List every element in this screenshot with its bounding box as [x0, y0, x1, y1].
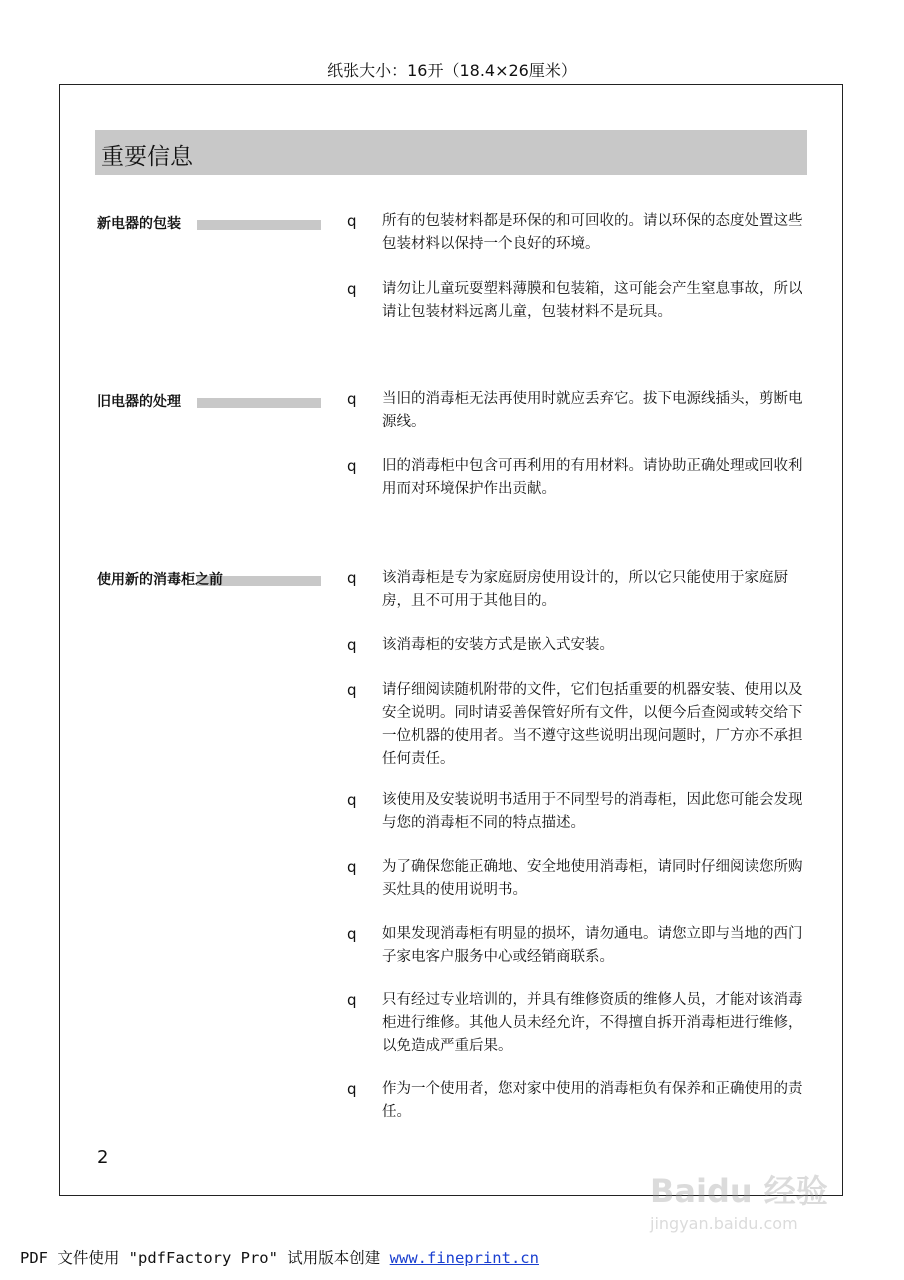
footer-text: PDF 文件使用 "pdfFactory Pro" 试用版本创建 — [20, 1249, 381, 1267]
label-underline-bar — [197, 220, 321, 230]
section-label-text: 新电器的包装 — [97, 216, 181, 232]
list-item: 如果发现消毒柜有明显的损坏，请勿通电。请您立即与当地的西门子家电客户服务中心或经销商联系。 — [382, 926, 803, 965]
footer-link[interactable]: www.fineprint.cn — [389, 1249, 539, 1267]
bullet-icon: q — [347, 991, 357, 1009]
paper-size-note: 纸张大小：16开（18.4×26厘米） — [327, 61, 577, 80]
bullet-icon: q — [347, 636, 357, 654]
watermark-url: jingyan.baidu.com — [650, 1214, 798, 1233]
list-item: 该消毒柜的安装方式是嵌入式安装。 — [382, 637, 614, 653]
list-item: 该消毒柜是专为家庭厨房使用设计的，所以它只能使用于家庭厨房，且不可用于其他目的。 — [382, 570, 788, 609]
baidu-watermark — [640, 1148, 850, 1248]
list-item: 当旧的消毒柜无法再使用时就应丢弃它。拔下电源线插头，剪断电源线。 — [382, 391, 803, 430]
bullet-icon: q — [347, 569, 357, 587]
bullet-icon: q — [347, 925, 357, 943]
bullet-icon: q — [347, 681, 357, 699]
section-label-text: 旧电器的处理 — [97, 394, 181, 410]
section-label-before-use — [97, 572, 323, 586]
list-item: 请勿让儿童玩耍塑料薄膜和包装箱，这可能会产生窒息事故，所以请让包装材料远离儿童，包装材料不是玩具。 — [382, 281, 803, 320]
list-item: 只有经过专业培训的，并具有维修资质的维修人员，才能对该消毒柜进行维修。其他人员未经允许，不得擅自拆开消毒柜进行维修，以免造成严重后果。 — [382, 992, 803, 1054]
list-item: 为了确保您能正确地、安全地使用消毒柜，请同时仔细阅读您所购买灶具的使用说明书。 — [382, 859, 803, 898]
section-label-packaging — [97, 216, 323, 230]
page-number: 2 — [97, 1147, 109, 1168]
bullet-icon: q — [347, 791, 357, 809]
section-title-bar — [95, 130, 807, 175]
bullet-icon: q — [347, 280, 357, 298]
section-label-disposal — [97, 394, 323, 408]
list-item: 请仔细阅读随机附带的文件，它们包括重要的机器安装、使用以及安全说明。同时请妥善保管好所有文件，以便今后查阅或转交给下一位机器的使用者。当不遵守这些说明出现问题时，厂方亦不承担任何责任。 — [382, 682, 803, 767]
watermark-logo: Baidu 经验 — [650, 1172, 828, 1210]
bullet-icon: q — [347, 1080, 357, 1098]
label-underline-bar — [197, 398, 321, 408]
list-item: 该使用及安装说明书适用于不同型号的消毒柜，因此您可能会发现与您的消毒柜不同的特点描述。 — [382, 792, 803, 831]
bullet-icon: q — [347, 390, 357, 408]
list-item: 所有的包装材料都是环保的和可回收的。请以环保的态度处置这些包装材料以保持一个良好的环境。 — [382, 213, 803, 252]
bullet-icon: q — [347, 212, 357, 230]
list-item: 旧的消毒柜中包含可再利用的有用材料。请协助正确处理或回收利用而对环境保护作出贡献。 — [382, 458, 803, 497]
bullet-icon: q — [347, 457, 357, 475]
bullet-icon: q — [347, 858, 357, 876]
pdf-footer — [20, 1246, 539, 1268]
page-title: 重要信息 — [101, 144, 193, 170]
list-item: 作为一个使用者，您对家中使用的消毒柜负有保养和正确使用的责任。 — [382, 1081, 803, 1120]
section-label-text: 使用新的消毒柜之前 — [97, 572, 223, 588]
